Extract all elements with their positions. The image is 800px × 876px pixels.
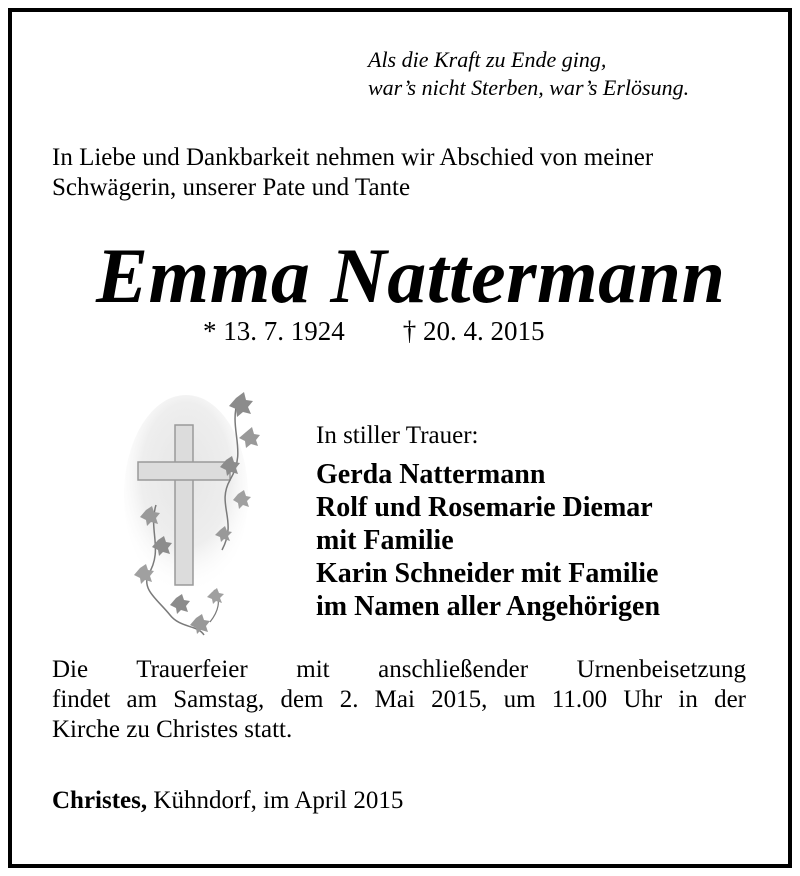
service-line-2: findet am Samstag, dem 2. Mai 2015, um 11.00 Uhr in der xyxy=(52,686,746,713)
deceased-name: Emma Nattermann xyxy=(96,232,726,319)
mourners-list xyxy=(316,458,660,623)
intro-line-2: Schwägerin, unserer Pate und Tante xyxy=(52,174,411,201)
death-date: † 20. 4. 2015 xyxy=(402,316,545,346)
place-rest: Kühndorf, im April 2015 xyxy=(147,787,404,814)
mourner-line: mit Familie xyxy=(316,525,454,556)
mourner-line: Gerda Nattermann xyxy=(316,459,546,490)
mourner-line: Rolf und Rosemarie Diemar xyxy=(316,492,653,523)
intro-text xyxy=(52,143,653,203)
place-and-date xyxy=(52,786,403,816)
service-line-3: Kirche zu Christes statt. xyxy=(52,716,293,743)
motto-line-2: war’s nicht Sterben, war’s Erlösung. xyxy=(368,75,690,100)
place-town: Christes, xyxy=(52,787,148,814)
motto-line-1: Als die Kraft zu Ende ging, xyxy=(368,47,607,72)
service-line-1: Die Trauerfeier mit anschließender Urnenbeisetzung xyxy=(52,656,746,683)
service-announcement xyxy=(52,655,746,745)
motto-quote xyxy=(368,46,689,102)
cross-with-ivy-icon xyxy=(118,390,278,640)
mourner-line: Karin Schneider mit Familie xyxy=(316,558,659,589)
life-dates xyxy=(203,315,545,347)
mourner-line: im Namen aller Angehörigen xyxy=(316,591,661,622)
birth-date: * 13. 7. 1924 xyxy=(203,316,345,346)
mourners-label: In stiller Trauer: xyxy=(316,422,479,449)
intro-line-1: In Liebe und Dankbarkeit nehmen wir Abschied von meiner xyxy=(52,144,654,171)
